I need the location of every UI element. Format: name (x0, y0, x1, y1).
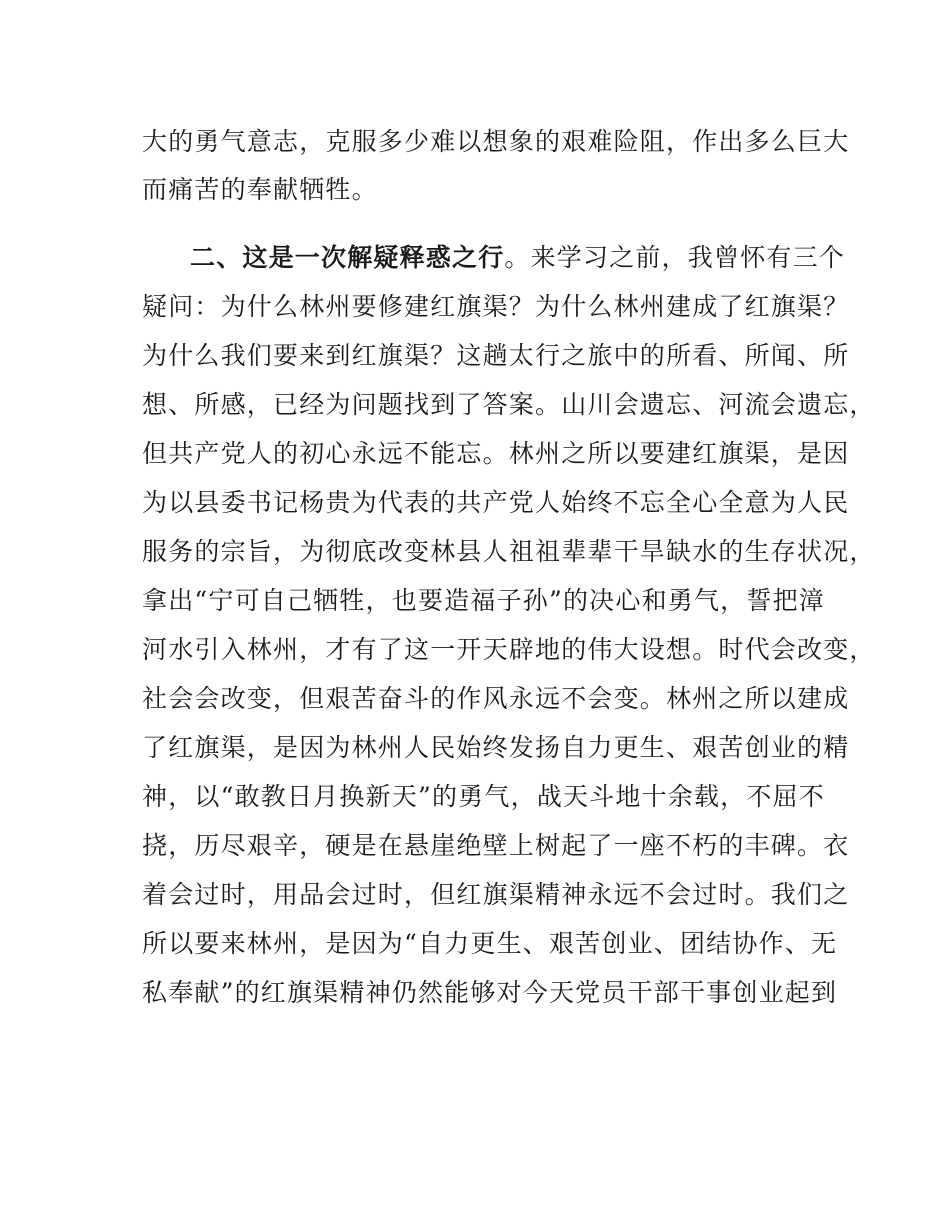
paragraph-line: 大的勇气意志，克服多少难以想象的艰难险阻，作出多么巨大 (142, 127, 850, 156)
paragraph-line: 了红旗渠，是因为林州人民始终发扬自力更生、艰苦创业的精 (142, 733, 850, 762)
section-heading: 二、这是一次解疑释惑之行 (190, 243, 505, 272)
paragraph-line: 着会过时，用品会过时，但红旗渠精神永远不会过时。我们之 (142, 880, 850, 909)
paragraph-line: 所以要来林州，是因为“自力更生、艰苦创业、团结协作、无 (142, 929, 838, 958)
paragraph-line: 而痛苦的奉献牺牲。 (142, 175, 378, 204)
section-heading-line (190, 234, 846, 282)
paragraph-line: 但共产党人的初心永远不能忘。林州之所以要建红旗渠，是因 (142, 439, 850, 468)
paragraph-line: 拿出“宁可自己牺牲，也要造福子孙”的决心和勇气，誓把漳 (142, 586, 825, 615)
paragraph-line: 神，以“敢教日月换新天”的勇气，战天斗地十余载，不屈不 (142, 782, 825, 811)
heading-line-rest: 。来学习之前，我曾怀有三个 (504, 243, 846, 272)
paragraph-line: 为什么我们要来到红旗渠？这趟太行之旅中的所看、所闻、所 (142, 341, 850, 370)
paragraph-line: 社会会改变，但艰苦奋斗的作风永远不会变。林州之所以建成 (142, 684, 850, 713)
paragraph-line: 挠，历尽艰辛，硬是在悬崖绝壁上树起了一座不朽的丰碑。衣 (142, 831, 850, 860)
paragraph-line: 疑问：为什么林州要修建红旗渠？为什么林州建成了红旗渠？ (142, 292, 850, 321)
paragraph-line: 服务的宗旨，为彻底改变林县人祖祖辈辈干旱缺水的生存状况， (142, 537, 876, 566)
paragraph-line: 私奉献”的红旗渠精神仍然能够对今天党员干部干事创业起到 (142, 978, 838, 1007)
paragraph-line: 想、所感，已经为问题找到了答案。山川会遗忘、河流会遗忘， (142, 390, 876, 419)
paragraph-line: 为以县委书记杨贵为代表的共产党人始终不忘全心全意为人民 (142, 488, 850, 517)
paragraph-line: 河水引入林州，才有了这一开天辟地的伟大设想。时代会改变， (142, 635, 876, 664)
